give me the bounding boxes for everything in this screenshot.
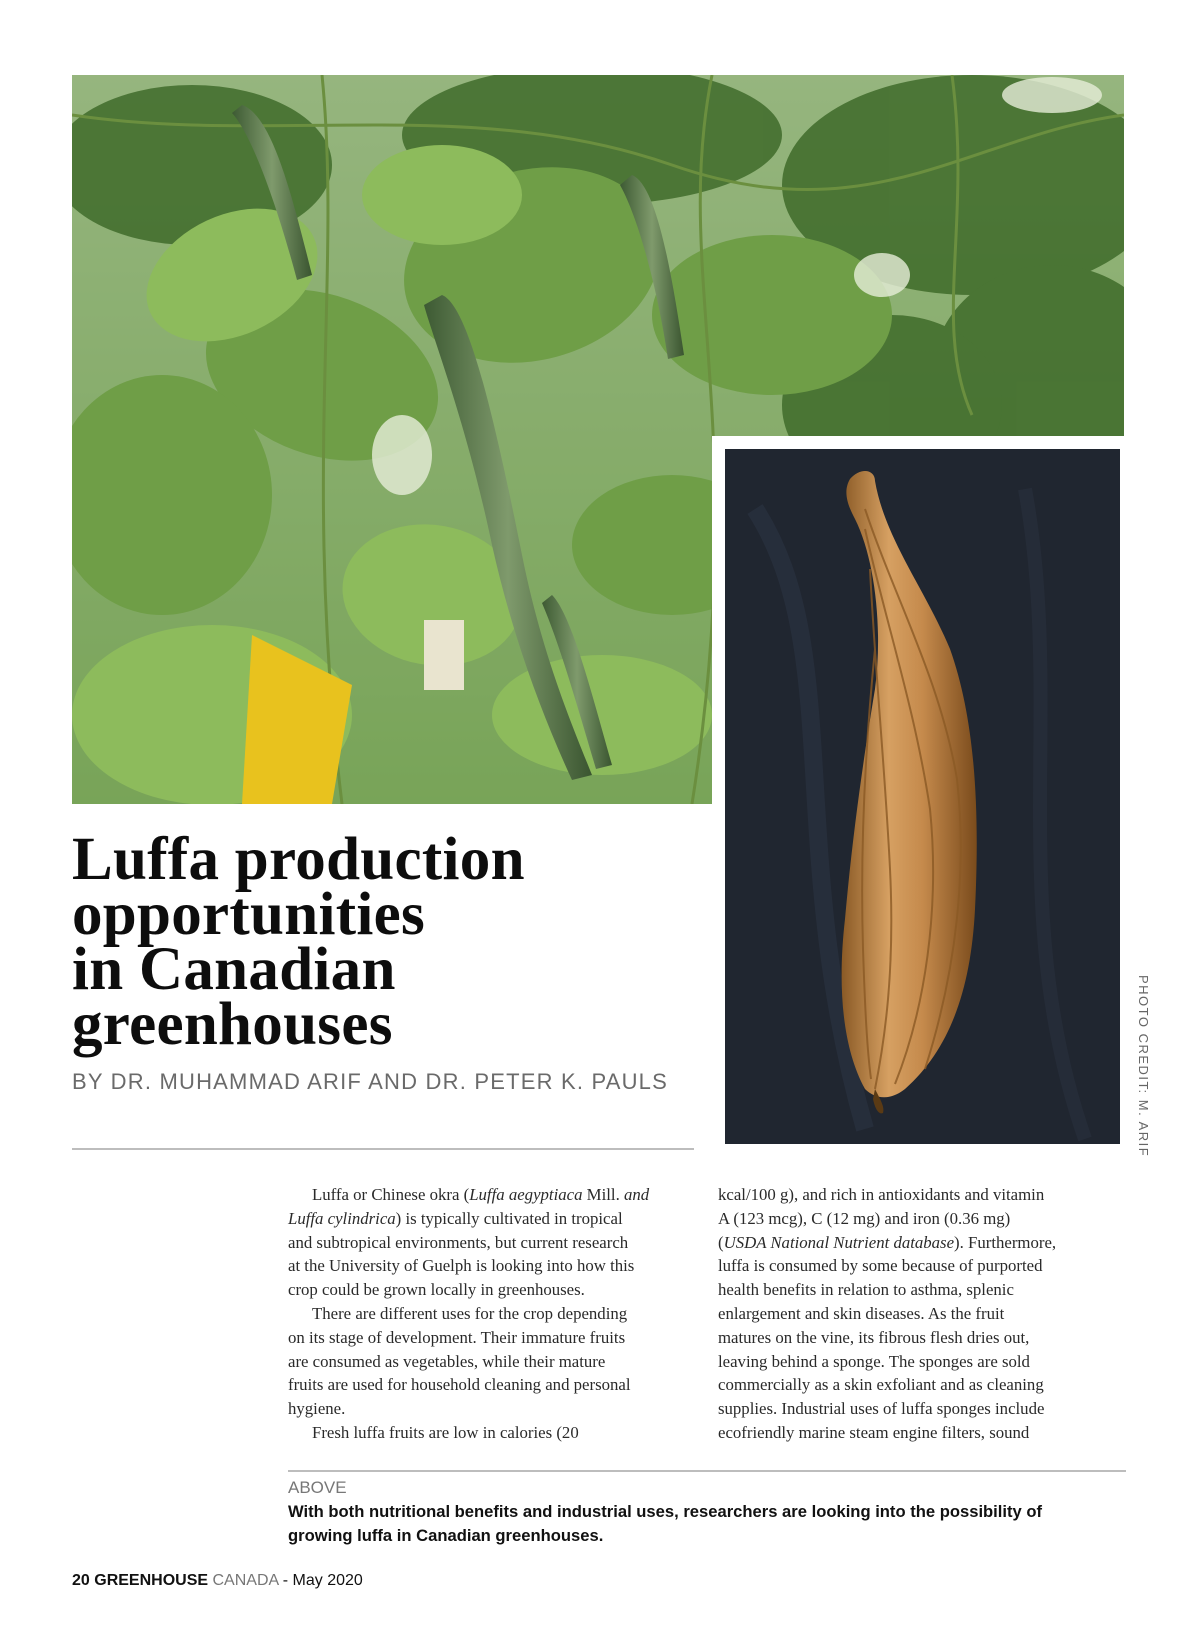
body-line: Luffa or Chinese okra (Luffa aegyptiaca Mill. and xyxy=(312,1185,650,1204)
body-line: (USDA National Nutrient database). Furthermore, xyxy=(718,1232,1057,1252)
body-line: on its stage of development. Their immature fruits xyxy=(288,1327,626,1347)
body-line: ecofriendly marine steam engine filters, sound xyxy=(718,1422,1030,1442)
title-line: opportunities xyxy=(72,881,426,948)
body-line: commercially as a skin exfoliant and as cleaning xyxy=(718,1375,1044,1395)
page-number: 20 xyxy=(72,1572,90,1589)
caption-text xyxy=(288,1500,1128,1548)
body-line: Luffa cylindrica) is typically cultivated in tropical xyxy=(288,1208,623,1228)
article-title xyxy=(72,826,692,1058)
body-column-2 xyxy=(718,1183,1128,1445)
body-line: There are different uses for the crop depending xyxy=(312,1303,628,1323)
photo-credit: PHOTO CREDIT: M. ARIF xyxy=(1136,975,1151,1158)
body-line: enlargement and skin diseases. As the fruit xyxy=(718,1303,1005,1323)
body-line: luffa is consumed by some because of purported xyxy=(718,1256,1043,1276)
body-line: matures on the vine, its fibrous flesh dries out, xyxy=(718,1327,1030,1347)
body-line: health benefits in relation to asthma, splenic xyxy=(718,1280,1014,1300)
body-line: kcal/100 g), and rich in antioxidants and vitamin xyxy=(718,1185,1045,1204)
title-line: greenhouses xyxy=(72,991,393,1058)
page-footer xyxy=(72,1572,363,1590)
body-line: at the University of Guelph is looking into how this xyxy=(288,1256,635,1276)
body-line: leaving behind a sponge. The sponges are sold xyxy=(718,1351,1030,1371)
body-line: and subtropical environments, but current research xyxy=(288,1232,629,1252)
caption-divider xyxy=(288,1470,1126,1472)
caption-line: With both nutritional benefits and industrial uses, researchers are looking into the possibility of xyxy=(288,1502,1043,1521)
caption-line: growing luffa in Canadian greenhouses. xyxy=(288,1526,604,1545)
dried-luffa-photo xyxy=(725,449,1120,1144)
dried-luffa-illustration xyxy=(725,449,1120,1144)
body-line: fruits are used for household cleaning and personal xyxy=(288,1375,631,1395)
issue-date: - May 2020 xyxy=(282,1572,363,1589)
body-column-1 xyxy=(288,1183,690,1445)
body-line: A (123 mcg), C (12 mg) and iron (0.36 mg) xyxy=(718,1208,1011,1228)
magazine-name-bold: GREENHOUSE xyxy=(94,1572,209,1589)
body-line: are consumed as vegetables, while their mature xyxy=(288,1351,606,1371)
caption-label: ABOVE xyxy=(288,1478,347,1497)
body-line: hygiene. xyxy=(288,1399,346,1419)
byline: BY DR. MUHAMMAD ARIF AND DR. PETER K. PAULS xyxy=(72,1069,668,1094)
body-line: supplies. Industrial uses of luffa sponges include xyxy=(718,1399,1045,1419)
title-line: Luffa production xyxy=(72,826,525,893)
body-line: crop could be grown locally in greenhouses. xyxy=(288,1280,585,1300)
magazine-name-light: CANADA xyxy=(212,1572,279,1589)
body-line: Fresh luffa fruits are low in calories (20 xyxy=(312,1422,579,1442)
title-divider xyxy=(72,1148,694,1150)
title-line: in Canadian xyxy=(72,936,396,1003)
